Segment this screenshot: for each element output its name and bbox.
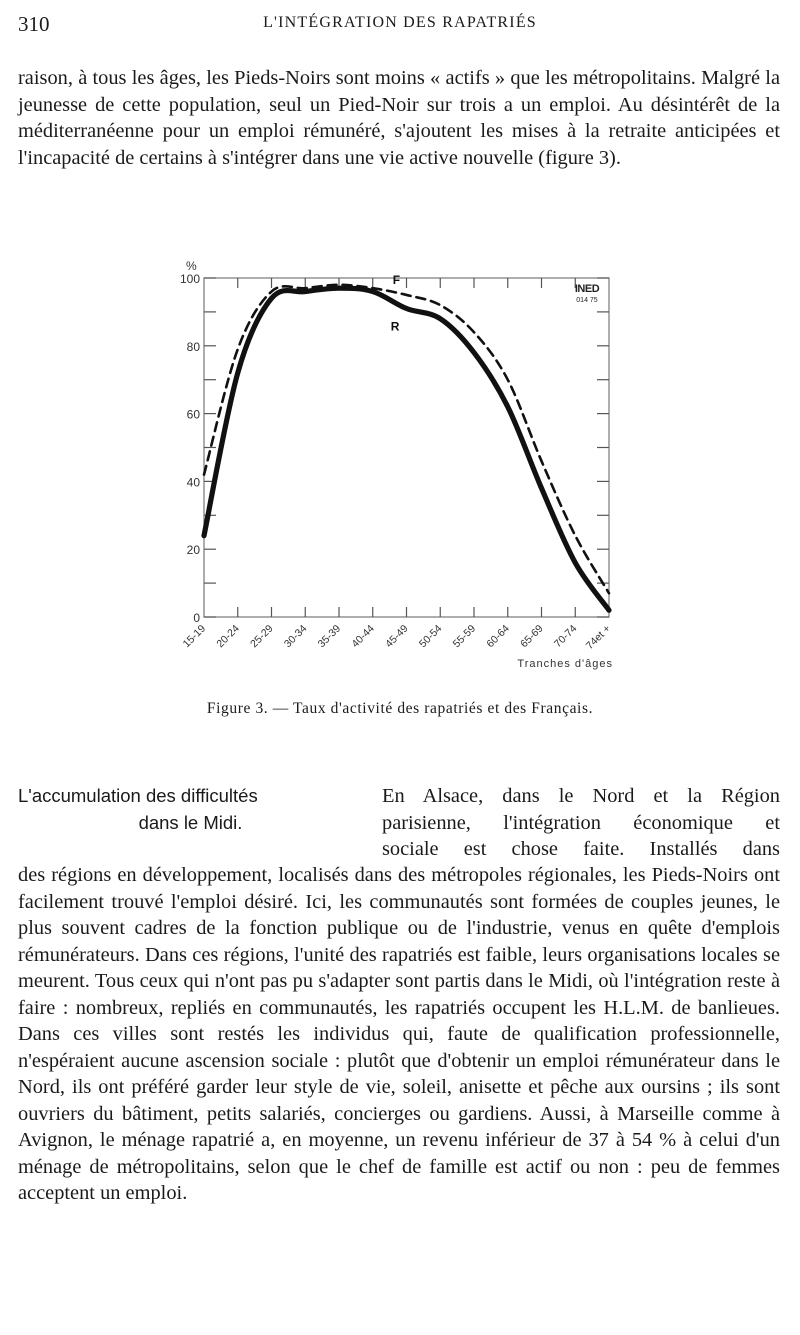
activity-rate-chart: [170, 252, 620, 672]
series-label-R: R: [390, 319, 400, 334]
y-tick-label: 80: [186, 339, 200, 354]
side-heading-line-2: dans le Midi.: [138, 811, 243, 833]
plot-frame: [204, 278, 609, 617]
x-tick-label: 20-24: [214, 622, 242, 651]
x-tick-label: 45-49: [383, 622, 411, 651]
text-line: En Alsace, dans le Nord et la Région: [382, 785, 780, 807]
x-tick-label: 55-59: [450, 622, 479, 651]
y-tick-label: 40: [186, 475, 200, 490]
x-tick-label: 50-54: [416, 622, 445, 651]
x-tick-label: 60-64: [484, 622, 512, 651]
series-line-F: [204, 285, 609, 593]
figure-caption: Figure 3. — Taux d'activité des rapatriés et des Français.: [206, 700, 594, 717]
x-tick-label: 65-69: [518, 622, 546, 651]
y-axis-label: %: [186, 259, 197, 273]
series-label-F: F: [392, 273, 401, 288]
ined-logo-code: 014 75: [576, 297, 598, 304]
text-line: parisienne, l'intégration économique et: [382, 811, 780, 834]
x-tick-label: 40-44: [349, 622, 377, 651]
y-tick-label: 0: [193, 611, 200, 625]
paragraph-beside-heading: [382, 783, 780, 863]
x-tick-label: 35-39: [315, 622, 344, 651]
x-tick-label: 25-29: [248, 622, 276, 651]
series-line-R: [204, 288, 609, 610]
x-tick-label: 30-34: [281, 622, 310, 651]
paragraph: raison, à tous les âges, les Pieds-Noirs sont moins « actifs » que les métropolitains. Malgré la jeunesse de cette population, seul un Pied-Noir sur trois a un emploi. Au désintérêt de la méditerranéenne pour un emploi rémunéré, s'ajoutent les mises à la retraite anticipées et l'incapacité de certains à s'intégrer dans une vie active nouvelle (figure 3).: [18, 67, 780, 169]
side-heading: [18, 783, 363, 836]
paragraph: des régions en développement, localisés dans des métropoles régionales, les Pieds-Noirs ont facilement trouvé l'emploi désiré. Ici, les communautés sont formées de couples jeunes, le plus souvent cadres de la fonction publique ou de l'industrie, venus en quête d'emplois rémunérateurs. Dans ces régions, l'unité des rapatriés est faible, leurs organisations locales se meurent. Tous ceux qui n'ont pas pu s'adapter sont partis dans le Midi, où l'intégration reste à faire : nombreux, repliés en communautés, les rapatriés occupent les H.L.M. de banlieues. Dans ces villes sont restés les individus qui, faute de qualification professionnelle, n'espéraient aucune ascension sociale : plutôt que d'obtenir un emploi rémunérateur dans le Nord, ils ont préféré garder leur style de vie, soleil, anisette et pêche aux oursins ; ils sont ouvriers du bâtiment, petits salariés, concierges ou gardiens. Aussi, à Marseille comme à Avignon, le ménage rapatrié a, en moyenne, un revenu inférieur de 37 à 54 % à celui d'un ménage de métropolitains, selon que le chef de famille est actif ou non : peu de femmes acceptent un emploi.: [18, 864, 780, 1204]
ined-logo: INED: [574, 283, 600, 295]
y-tick-label: 20: [186, 543, 200, 558]
page-number: 310: [18, 12, 50, 36]
running-title: L'INTÉGRATION DES RAPATRIÉS: [263, 14, 537, 31]
x-axis-label: Tranches d'âges: [517, 658, 613, 670]
x-tick-label: 15-19: [180, 622, 209, 651]
x-tick-label: 74et +: [583, 622, 614, 652]
y-tick-label: 60: [186, 407, 200, 422]
text-line: sociale est chose faite. Installés dans: [382, 838, 780, 860]
y-tick-label: 100: [179, 272, 200, 286]
figure: [170, 252, 620, 672]
side-heading-line-1: L'accumulation des difficultés: [18, 785, 258, 806]
x-tick-label: 70-74: [551, 622, 580, 651]
